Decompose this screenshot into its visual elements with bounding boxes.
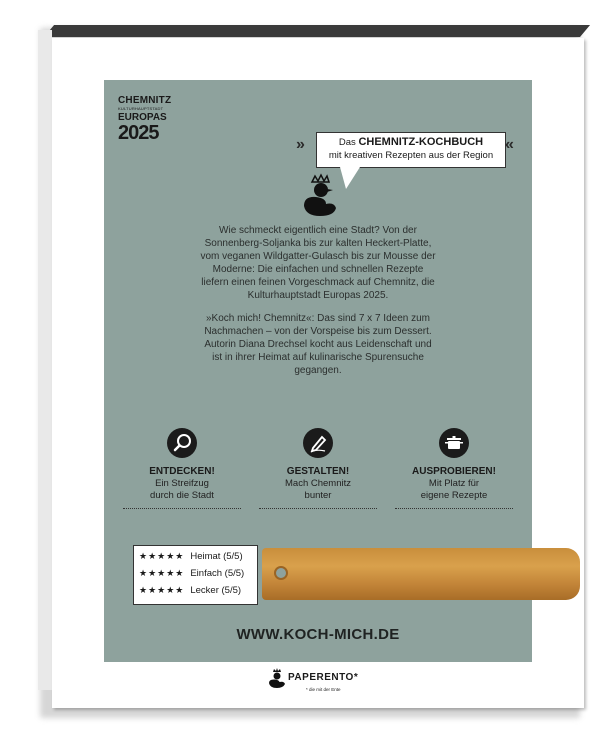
bubble-subtitle: mit kreativen Rezepten aus der Region bbox=[328, 150, 494, 161]
rating-stars: ★★★★★ bbox=[139, 568, 185, 578]
book-top-edge bbox=[44, 25, 590, 37]
feature-title: AUSPROBIEREN! bbox=[412, 466, 496, 477]
pen-icon bbox=[303, 428, 333, 458]
left-chevrons: » bbox=[296, 136, 305, 153]
feature-line: durch die Stadt bbox=[150, 490, 214, 501]
dotted-divider bbox=[259, 508, 377, 509]
bubble-prefix: Das bbox=[338, 137, 359, 148]
pot-icon bbox=[439, 428, 469, 458]
publisher-name bbox=[288, 672, 358, 683]
feature-ausprobieren bbox=[394, 428, 514, 509]
ratings-box bbox=[133, 545, 258, 605]
logo-line-4: 2025 bbox=[118, 122, 159, 144]
intro-paragraph-1: Wie schmeckt eigentlich eine Stadt? Von der Sonnenberg-Soljanka bis zur kalten Heckert-Platte, vom veganen Wildgatter-Gulasch bis zur Mousse der Moderne: Die einfachen und schnellen Rezepte liefern einen feinen Vorgeschmack auf Chemnitz, die Kulturhauptstadt Europas 2025. bbox=[200, 225, 436, 301]
logo-line-3: EUROPAS bbox=[118, 112, 167, 123]
publisher-duck-icon bbox=[268, 668, 286, 688]
duck-crown-icon bbox=[300, 172, 340, 218]
dotted-divider bbox=[123, 508, 241, 509]
feature-line: Ein Streifzug bbox=[155, 478, 209, 489]
speech-bubble bbox=[316, 132, 506, 168]
book-spine-edge bbox=[38, 30, 52, 690]
feature-line: Mit Platz für bbox=[428, 478, 480, 489]
feature-line: Mach Chemnitz bbox=[285, 478, 351, 489]
magnifier-icon bbox=[167, 428, 197, 458]
rating-label: Einfach (5/5) bbox=[190, 568, 245, 579]
feature-line: bunter bbox=[304, 490, 332, 501]
right-chevrons: « bbox=[505, 136, 514, 153]
logo-line-2: KULTURHAUPTSTADT bbox=[118, 106, 164, 111]
website-url: WWW.KOCH-MICH.DE bbox=[236, 626, 400, 643]
feature-entdecken bbox=[122, 428, 242, 509]
wooden-spoon-image bbox=[262, 548, 580, 600]
publisher-star: * bbox=[353, 672, 359, 683]
rating-stars: ★★★★★ bbox=[139, 585, 185, 595]
feature-line: eigene Rezepte bbox=[420, 490, 488, 501]
feature-title: ENTDECKEN! bbox=[149, 466, 215, 477]
spoon-hole bbox=[274, 566, 288, 580]
rating-stars: ★★★★★ bbox=[139, 551, 185, 561]
feature-title: GESTALTEN! bbox=[286, 466, 350, 477]
rating-row bbox=[139, 565, 257, 582]
feature-gestalten bbox=[258, 428, 378, 509]
bubble-title: CHEMNITZ-KOCHBUCH bbox=[358, 136, 484, 148]
publisher-tagline: * die mit der Ente bbox=[306, 687, 341, 692]
chemnitz-2025-logo bbox=[118, 96, 178, 156]
dotted-divider bbox=[395, 508, 513, 509]
logo-line-1: CHEMNITZ bbox=[118, 95, 172, 106]
rating-label: Lecker (5/5) bbox=[190, 585, 242, 596]
intro-text bbox=[200, 224, 436, 387]
publisher-logo bbox=[268, 664, 378, 696]
publisher-name-text: PAPERENTO bbox=[288, 672, 354, 683]
rating-row bbox=[139, 582, 257, 599]
speech-bubble-tail bbox=[340, 167, 360, 189]
rating-label: Heimat (5/5) bbox=[190, 551, 243, 562]
intro-paragraph-2: »Koch mich! Chemnitz«: Das sind 7 x 7 Ideen zum Nachmachen – von der Vorspeise bis zum Dessert. Autorin Diana Drechsel kocht aus Leidenschaft und ist in ihrer Heimat auf kulinarische Spurensuche gegangen. bbox=[204, 313, 432, 376]
rating-row bbox=[139, 548, 257, 565]
